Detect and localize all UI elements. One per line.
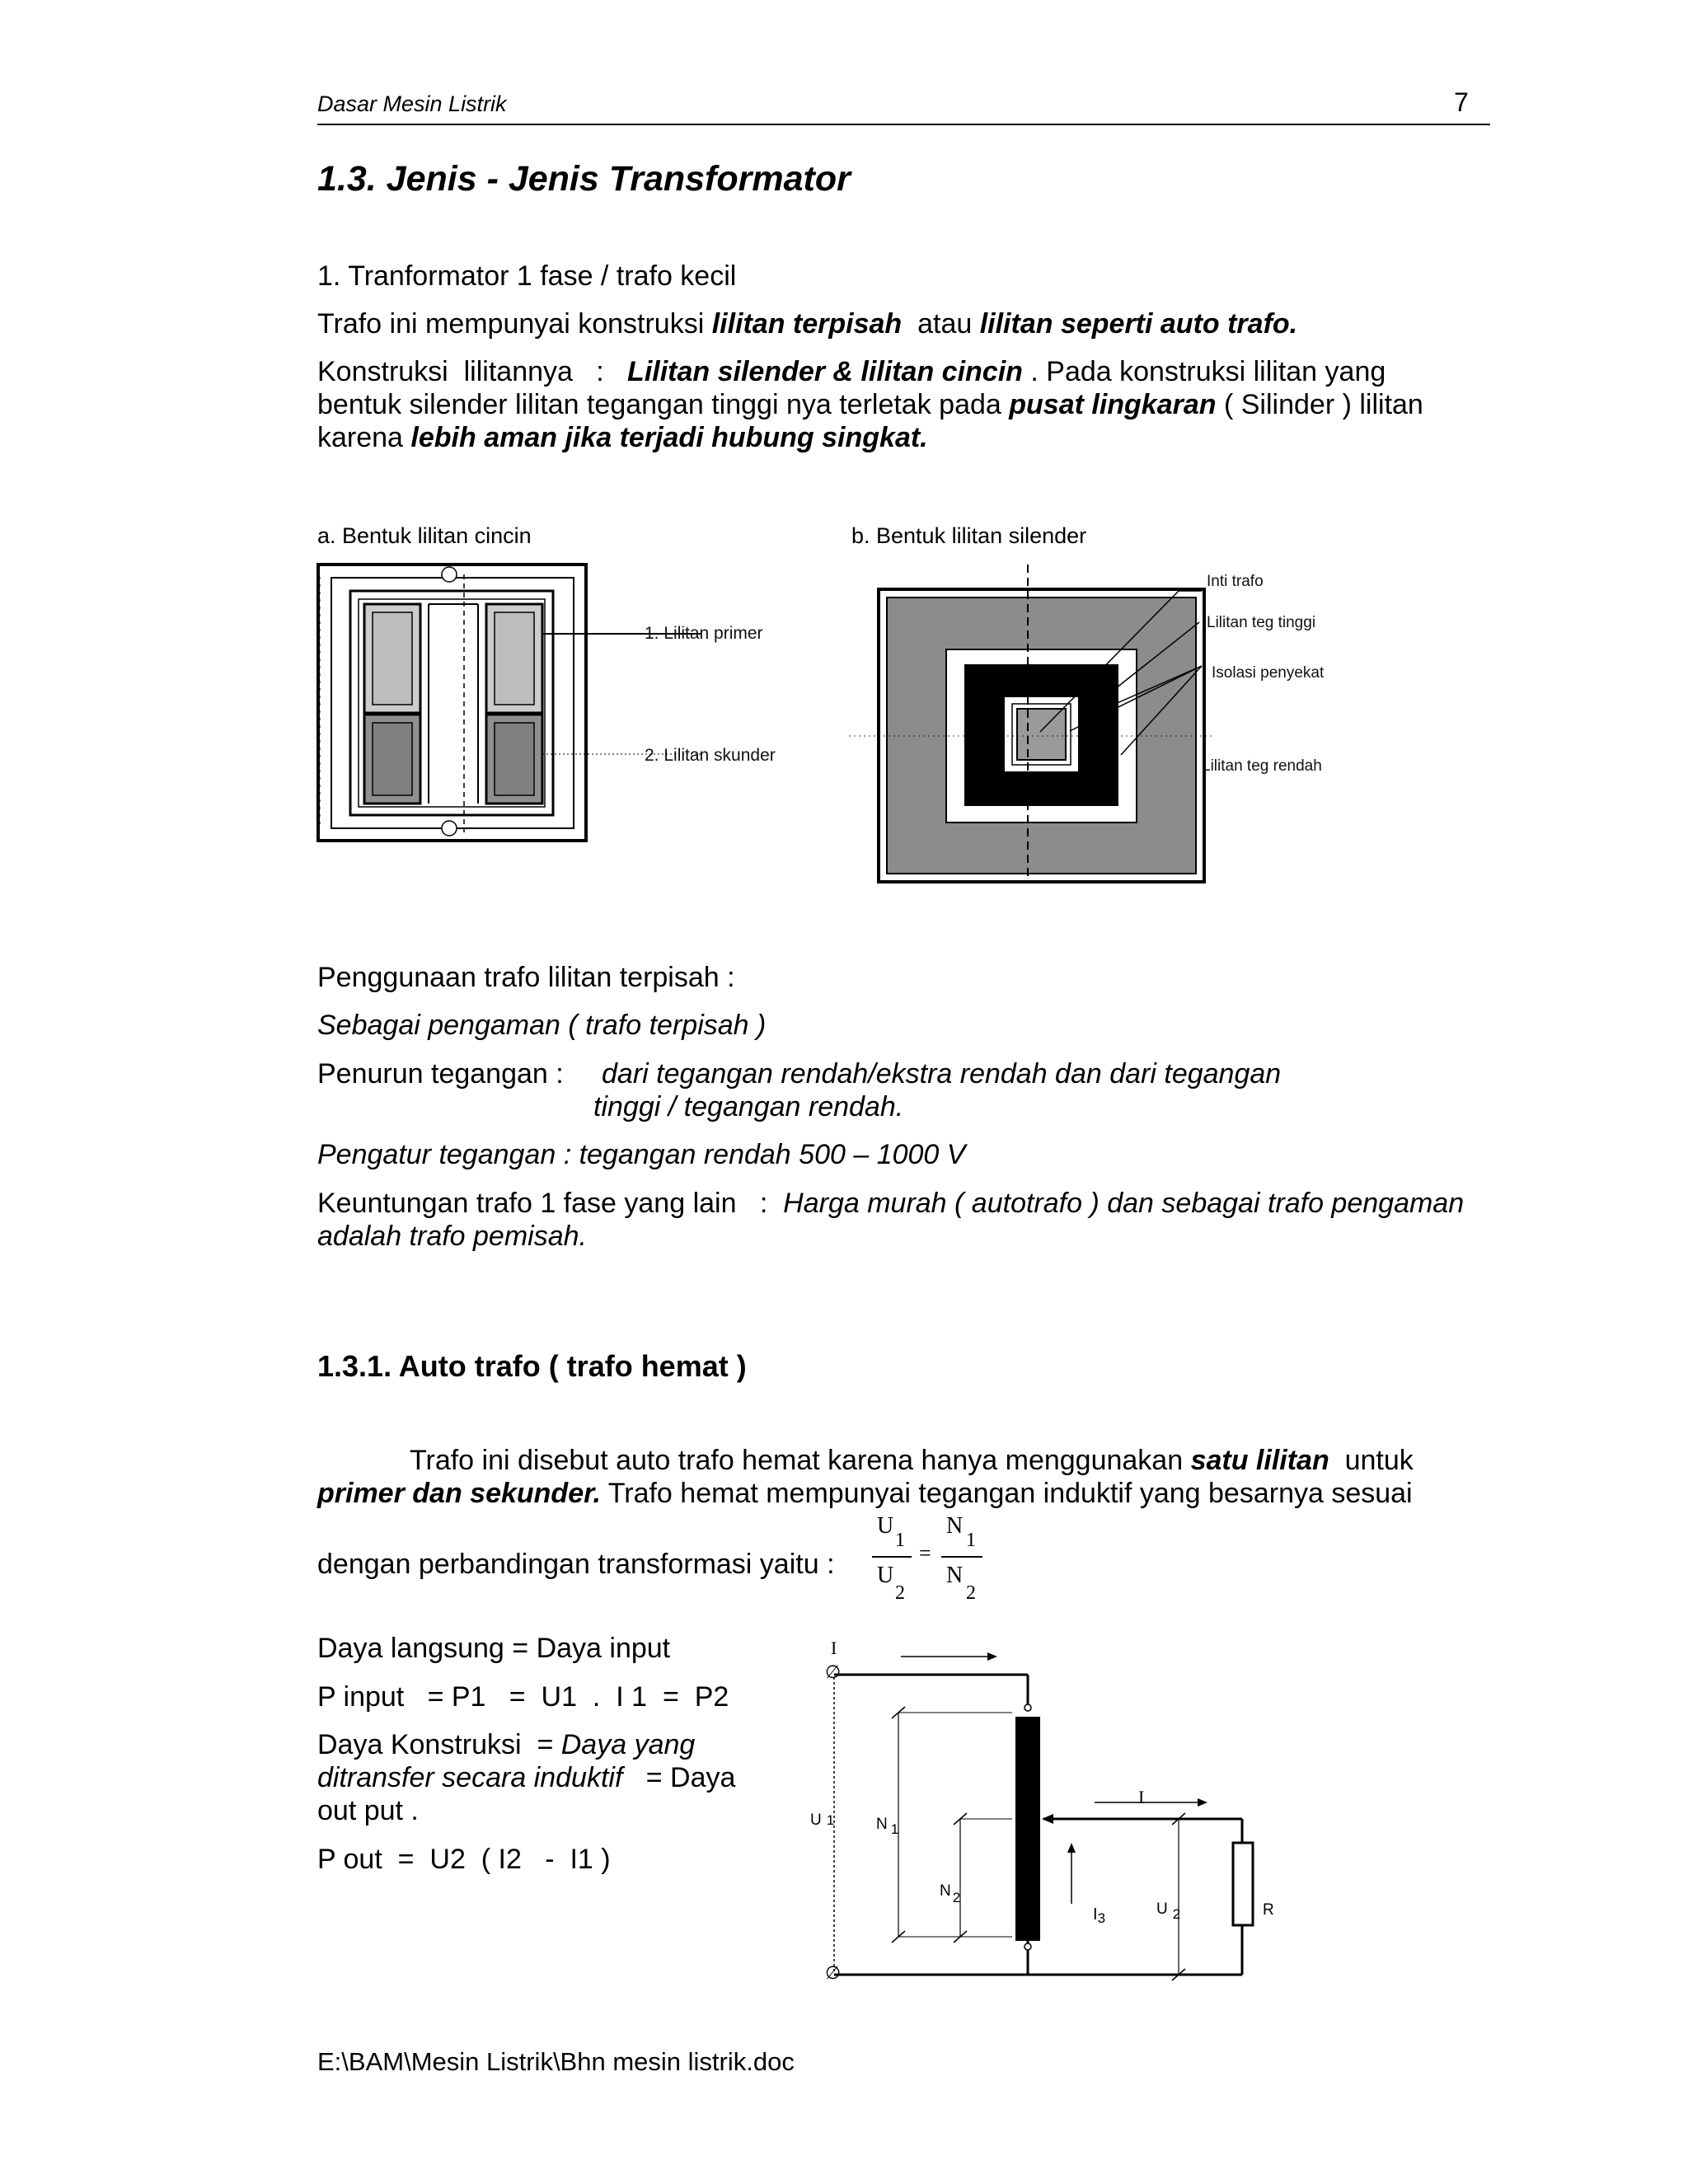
p-out: P out = U2 ( I2 - I1 )	[317, 1844, 611, 1875]
label-lilitan-teg-tinggi: Lilitan teg tinggi	[1207, 614, 1316, 631]
figure-a-ring-winding	[313, 556, 824, 853]
formula-n-denominator: N	[946, 1563, 964, 1588]
circuit-terminal-bottom: ∅	[825, 1962, 842, 1983]
daya-langsung: Daya langsung = Daya input	[317, 1633, 671, 1664]
usage-line-2-text-2: tinggi / tegangan rendah.	[593, 1091, 904, 1122]
daya-konstruksi-line-3: out put .	[317, 1795, 419, 1826]
figure-a-caption: a. Bentuk lilitan cincin	[317, 523, 532, 548]
transformation-ratio-formula	[872, 1513, 987, 1612]
circuit-label-n1: N 1	[876, 1816, 899, 1837]
intro-paragraph-2-line-3: karena lebih aman jika terjadi hubung singkat.	[317, 422, 928, 453]
autotrafo-paragraph-line-2: primer dan sekunder. Trafo hemat mempunyai tegangan induktif yang besarnya sesuai	[317, 1478, 1413, 1509]
formula-u-numerator: U	[877, 1513, 894, 1539]
formula-u-denominator-sub: 2	[895, 1582, 905, 1604]
autotrafo-paragraph-line-1: Trafo ini disebut auto trafo hemat karena hanya menggunakan satu lilitan untuk	[410, 1445, 1414, 1476]
usage-title: Penggunaan trafo lilitan terpisah :	[317, 962, 735, 993]
formula-n-numerator: N	[946, 1513, 964, 1539]
intro-paragraph-2-line-2: bentuk silender lilitan tegangan tinggi nya terletak pada pusat lingkaran ( Silinder ) lilitan	[317, 389, 1423, 420]
intro-paragraph-2-line-1: Konstruksi lilitannya : Lilitan silender & lilitan cincin . Pada konstruksi lilitan yang	[317, 356, 1386, 387]
label-lilitan-skunder: 2. Lilitan skunder	[645, 746, 776, 765]
autotrafo-paragraph-line-3: dengan perbandingan transformasi yaitu :	[317, 1549, 835, 1580]
autotrafo-circuit-diagram	[791, 1632, 1286, 1994]
formula-right-fraction-bar	[941, 1556, 982, 1558]
label-isolasi-penyekat: Isolasi penyekat	[1212, 664, 1325, 682]
figure-b-cylinder-winding	[849, 560, 1385, 882]
formula-left-fraction-bar	[872, 1556, 912, 1558]
usage-line-4-cont: adalah trafo pemisah.	[317, 1221, 587, 1252]
section-title: 1.3. Jenis - Jenis Transformator	[317, 159, 851, 199]
usage-line-2-text-1: dari tegangan rendah/ekstra rendah dan dari tegangan	[602, 1058, 1282, 1090]
intro-item-1: 1. Tranformator 1 fase / trafo kecil	[317, 260, 737, 292]
circuit-terminal-top: ∅	[825, 1661, 842, 1682]
intro-paragraph-1: Trafo ini mempunyai konstruksi lilitan terpisah atau lilitan seperti auto trafo.	[317, 308, 1298, 340]
header-rule	[317, 124, 1490, 125]
figure-b-caption: b. Bentuk lilitan silender	[851, 523, 1087, 548]
circuit-label-u2: U 2	[1156, 1900, 1181, 1922]
autotrafo-title: 1.3.1. Auto trafo ( trafo hemat )	[317, 1349, 747, 1383]
formula-n-denominator-sub: 2	[966, 1582, 976, 1604]
usage-line-4: Keuntungan trafo 1 fase yang lain : Harga murah ( autotrafo ) dan sebagai trafo pengaman	[317, 1188, 1465, 1219]
daya-konstruksi-line-2: ditransfer secara induktif = Daya	[317, 1762, 736, 1793]
formula-u-numerator-sub: 1	[895, 1530, 905, 1551]
circuit-label-n2: N 2	[940, 1882, 961, 1905]
formula-n-numerator-sub: 1	[966, 1530, 976, 1551]
usage-line-3: Pengatur tegangan : tegangan rendah 500 – 1000 V	[317, 1139, 966, 1170]
daya-konstruksi-line-1: Daya Konstruksi = Daya yang	[317, 1729, 696, 1760]
page-number: 7	[1454, 87, 1469, 117]
circuit-label-resistor: R	[1263, 1901, 1274, 1919]
label-lilitan-primer: 1. Lilitan primer	[645, 624, 763, 643]
label-lilitan-teg-rendah: Lilitan teg rendah	[1202, 757, 1322, 775]
usage-line-2-label: Penurun tegangan :	[317, 1058, 564, 1090]
p-input: P input = P1 = U1 . I 1 = P2	[317, 1681, 729, 1713]
circuit-current-mid: I	[1138, 1787, 1145, 1807]
label-inti-trafo: Inti trafo	[1207, 573, 1264, 590]
circuit-label-i3: $I_3$	[1093, 1905, 1106, 1926]
header-title: Dasar Mesin Listrik	[317, 91, 507, 116]
circuit-current-top: I	[831, 1638, 837, 1658]
footer-path: E:\BAM\Mesin Listrik\Bhn mesin listrik.doc	[317, 2047, 795, 2076]
usage-line-1: Sebagai pengaman ( trafo terpisah )	[317, 1010, 767, 1041]
circuit-label-u1: U 1	[810, 1811, 835, 1829]
formula-u-denominator: U	[877, 1563, 894, 1588]
formula-equals: =	[919, 1541, 931, 1565]
